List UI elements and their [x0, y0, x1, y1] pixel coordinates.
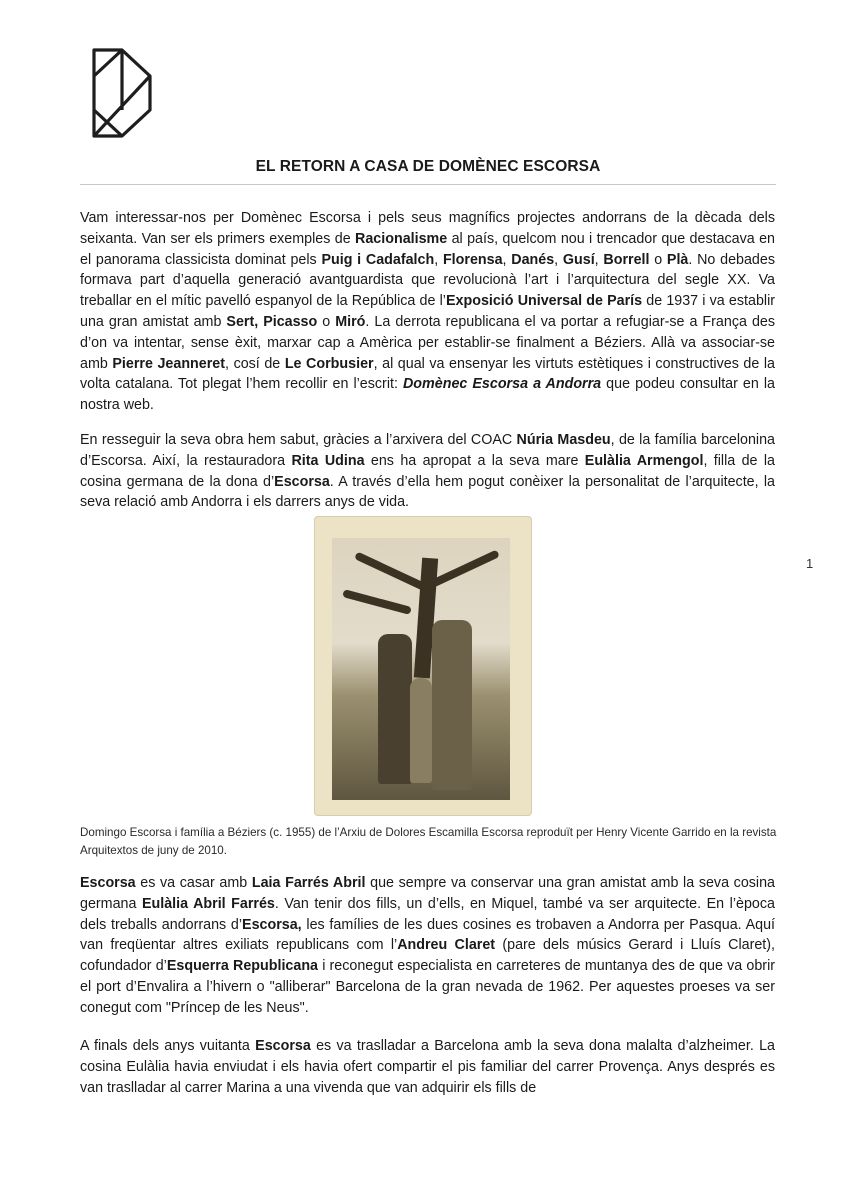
- bold-term: Borrell: [603, 251, 650, 268]
- text-run: . No debades formava part d’aquella generació avantguardista que revolucionà l’art i l’arquitectura del segle XX. Va treballar en el mític pavelló espanyol de la República de l’: [80, 251, 775, 310]
- text-run: A finals dels anys vuitanta: [80, 1038, 256, 1054]
- text-run: En resseguir la seva obra hem sabut, gràcies a l’arxivera del COAC: [80, 432, 517, 448]
- document-link-title: Domènec Escorsa a Andorra: [402, 376, 602, 393]
- bold-term: Eulàlia Abril Farrés: [141, 895, 275, 912]
- text-run: ,: [502, 251, 512, 268]
- bold-term: Racionalisme: [355, 230, 448, 247]
- tree-branch: [354, 551, 430, 592]
- bold-term: Rita Udina: [291, 452, 365, 469]
- bold-term: Danés: [511, 251, 555, 268]
- bold-term: Miró: [335, 313, 366, 330]
- text-run: al país, quelcom nou i trencador que destacava en el panorama classicista dominat pels: [80, 230, 775, 268]
- man-figure: [432, 620, 472, 790]
- bold-term: Sert, Picasso: [226, 313, 318, 330]
- text-run: es va casar amb: [135, 875, 252, 891]
- photo-image-area: [332, 538, 510, 800]
- bold-term: Pierre Jeanneret: [112, 355, 226, 372]
- text-run: , al qual va ensenyar les virtuts estètiques i constructives de la volta catalana. Tot plegat l’hem recollir en l’escrit:: [80, 355, 776, 393]
- bold-term: Laia Farrés Abril: [251, 875, 366, 891]
- logo: [90, 48, 156, 138]
- text-run: o: [317, 313, 336, 330]
- title-divider: [80, 184, 776, 185]
- text-run: ens ha apropat a la seva mare: [364, 452, 585, 469]
- bold-term: Escorsa: [80, 875, 136, 891]
- bold-term: Eulàlia Armengol: [584, 452, 704, 469]
- text-run: , filla de la cosina germana de la dona d’: [80, 452, 775, 490]
- text-run: i reconegut especialista en carreteres de muntanya des de que va obrir el port d’Envalira a l’hivern o "alliberar" Barcelona de la gran nevada de 1962. Per aquestes proeses va ser conegut com "Príncep de les Neus".: [80, 958, 776, 1016]
- page-number: 1: [806, 556, 814, 571]
- bold-term: Florensa: [442, 251, 503, 268]
- paragraph-4: [80, 1036, 775, 1098]
- text-run: que podeu consultar en la nostra web.: [80, 376, 776, 414]
- text-run: . Van tenir dos fills, un d’ells, en Miquel, també va ser arquitecte. En l’època dels treballs andorrans d’: [80, 895, 775, 933]
- text-run: . La derrota republicana el va portar a refugiar-se a França des d’on va intentar, sense èxit, marxar cap a Amèrica per establir-se finalment a Béziers. Allà va associar-se amb: [80, 313, 775, 372]
- paragraph-1: [80, 208, 775, 416]
- bold-term: Escorsa: [274, 473, 330, 490]
- bold-term: Gusí: [562, 251, 595, 268]
- text-run: ,: [594, 251, 604, 268]
- text-run: , de la família barcelonina d’Escorsa. Així, la restauradora: [80, 432, 775, 469]
- woman-figure: [378, 634, 412, 784]
- text-run: . A través d’ella hem pogut conèixer la personalitat de l’arquitecte, la seva relació amb Andorra i els darrers anys de vida.: [80, 473, 776, 511]
- bold-term: Escorsa: [255, 1038, 311, 1054]
- title-block: [80, 158, 776, 185]
- family-photo: [314, 516, 532, 816]
- text-run: de 1937 i va establir una gran amistat amb: [80, 293, 776, 330]
- text-run: es va traslladar a Barcelona amb la seva dona malalta d’alzheimer. La cosina Eulàlia havia enviudat i els havia ofert compartir el pis familiar del carrer Provença. Anys després es van traslladar al carrer Marina a una vivenda que van adquirir els fills de: [80, 1038, 776, 1096]
- paragraph-2: [80, 430, 775, 513]
- bold-term: Exposició Universal de París: [445, 293, 643, 310]
- tree-branch: [342, 589, 412, 615]
- page-title: EL RETORN A CASA DE DOMÈNEC ESCORSA: [255, 158, 601, 175]
- stylized-d-logo-icon: [90, 48, 156, 138]
- bold-term: Puig i Cadafalch: [321, 251, 435, 268]
- text-run: ,: [434, 251, 443, 268]
- text-run: (pare dels músics Gerard i Lluís Claret), cofundador d’: [80, 937, 775, 975]
- bold-term: Núria Masdeu: [516, 432, 611, 448]
- bold-term: Andreu Claret: [397, 937, 496, 954]
- bold-term: Le Corbusier: [284, 355, 374, 372]
- child-figure: [410, 678, 432, 783]
- text-run: Vam interessar-nos per Domènec Escorsa i pels seus magnífics projectes andorrans de la dècada dels seixanta. Van ser els primers exemples de: [80, 210, 775, 247]
- photo-caption: Domingo Escorsa i família a Béziers (c. 1955) de l’Arxiu de Dolores Escamilla Escorsa reproduït per Henry Vicente Garrido en la revista Arquitextos de juny de 2010.: [80, 826, 777, 857]
- bold-term: Escorsa,: [242, 916, 302, 933]
- text-run: , cosí de: [225, 355, 285, 372]
- text-run: ,: [554, 251, 563, 268]
- bold-term: Esquerra Republicana: [166, 958, 319, 975]
- paragraph-3: [80, 873, 775, 1019]
- text-run: o: [649, 251, 667, 268]
- text-run: les famílies de les dues cosines es trobaven a Andorra per Pasqua. Aquí van freqüentar altres exiliats republicans com l’: [80, 916, 775, 954]
- bold-term: Plà: [666, 251, 689, 268]
- text-run: que sempre va conservar una gran amistat amb la seva cosina germana: [80, 875, 775, 912]
